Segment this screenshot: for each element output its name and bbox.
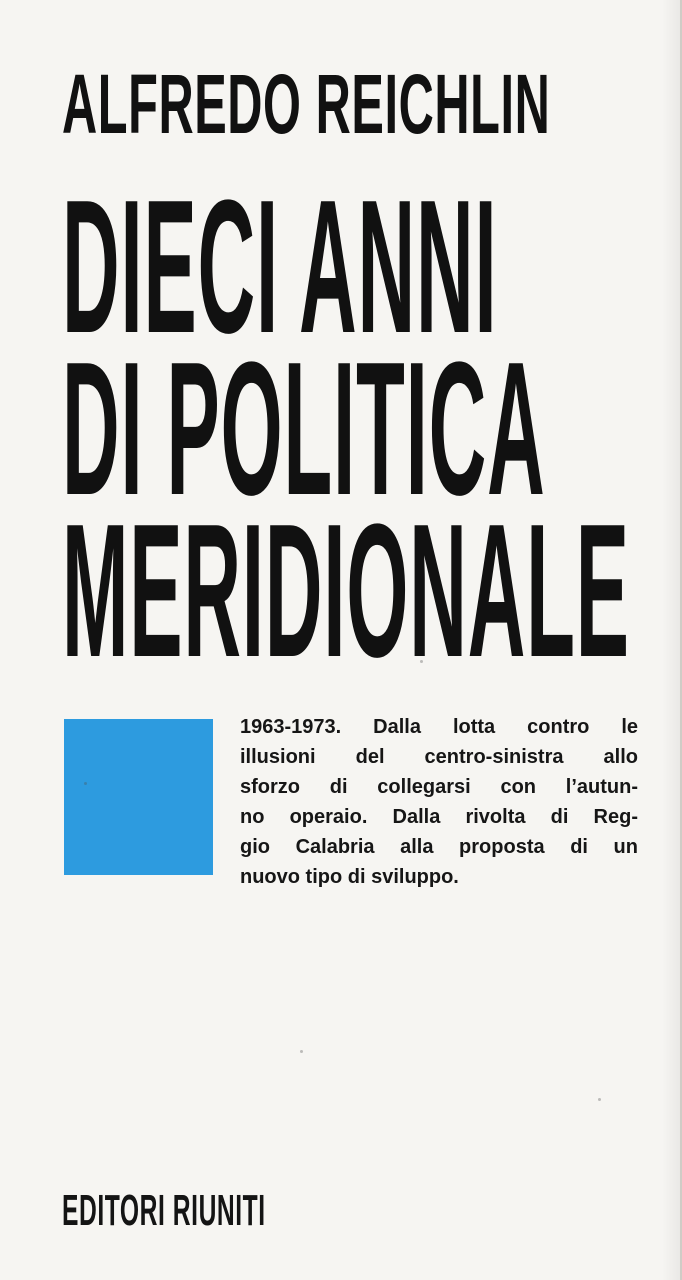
blurb (240, 712, 638, 892)
title-line: MERIDIONALE (62, 485, 630, 697)
paper-speck (84, 782, 87, 785)
author-text: ALFREDO REICHLIN (62, 57, 551, 151)
paper-speck (598, 1098, 601, 1101)
title-line: DIECI ANNI (62, 161, 498, 373)
blurb-line: no operaio. Dalla rivolta di Reg- (240, 806, 638, 828)
publisher-name: EDITORI RIUNITI (62, 1186, 266, 1235)
author-name (62, 54, 630, 154)
title-line: DI POLITICA (62, 323, 546, 535)
paper-speck (300, 1050, 303, 1053)
paper-speck (420, 660, 423, 663)
blurb-line: 1963-1973. Dalla lotta contro le (240, 716, 638, 738)
book-title (62, 161, 682, 697)
blurb-line-last: nuovo tipo di sviluppo. (240, 866, 459, 888)
blurb-line: sforzo di collegarsi con l’autun- (240, 776, 638, 798)
blurb-line: illusioni del centro-sinistra allo (240, 746, 638, 768)
blue-square-decoration (64, 719, 213, 875)
blurb-line: gio Calabria alla proposta di un (240, 836, 638, 858)
